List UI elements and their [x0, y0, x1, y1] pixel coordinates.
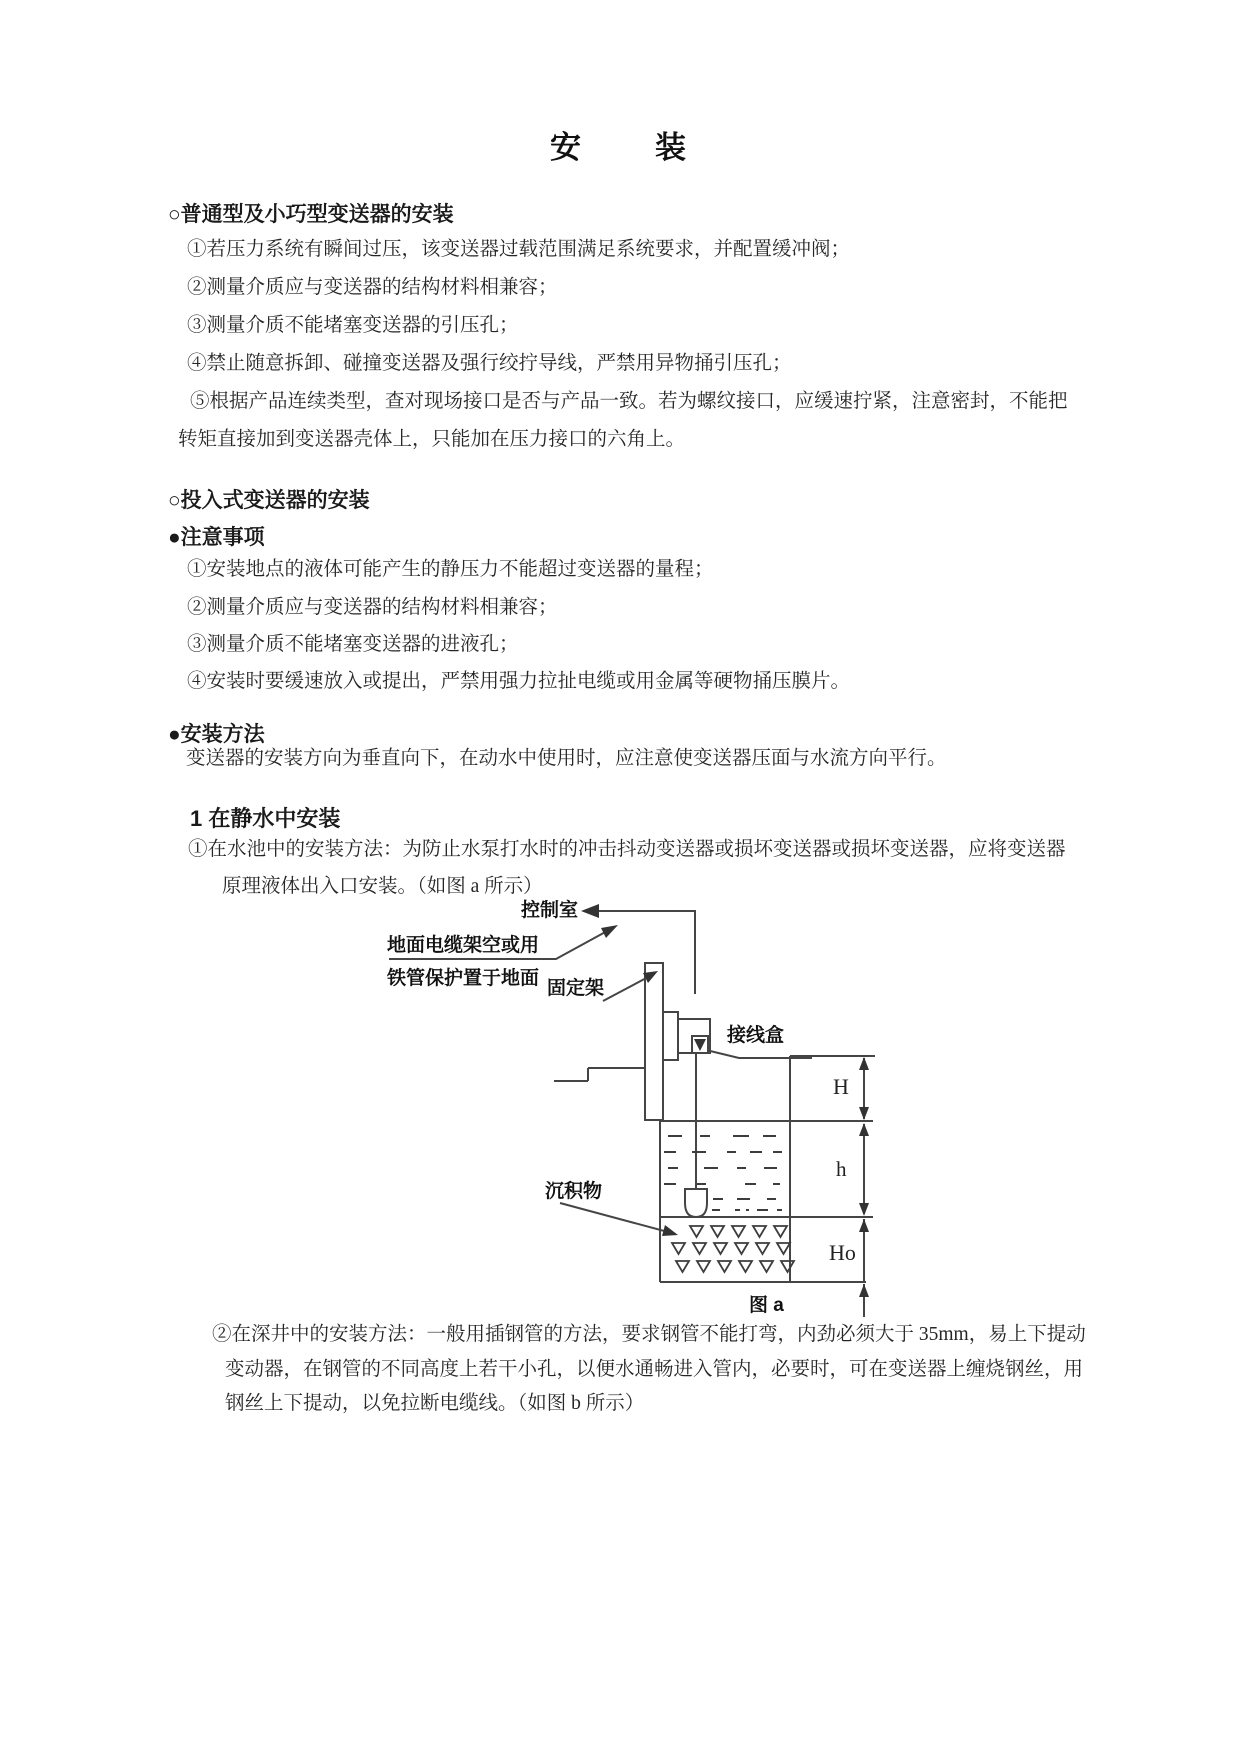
deep-well-line-3: 钢丝上下提动，以免拉断电缆线。（如图 b 所示）	[225, 1393, 645, 1414]
dim-H-arrow-down	[859, 1107, 869, 1120]
label-cable-note-1: 地面电缆架空或用	[387, 935, 540, 956]
general-item-5-continuation: 转矩直接加到变送器壳体上，只能加在压力接口的六角上。	[178, 429, 686, 450]
figure-caption: 图 a	[749, 1295, 784, 1316]
dim-label-h: h	[836, 1157, 847, 1181]
method-paragraph: 变送器的安装方向为垂直向下，在动水中使用时，应注意使变送器压面与水流方向平行。	[186, 748, 947, 769]
dim-Ho-arrow-top	[859, 1219, 869, 1232]
label-bracket: 固定架	[547, 978, 605, 999]
heading-method: ●安装方法	[168, 723, 265, 746]
still-water-line-2: 原理液体出入口安装。（如图 a 所示）	[222, 876, 543, 897]
deep-well-line-2: 变动器，在钢管的不同高度上若干小孔，以便水通畅进入管内，必要时，可在变送器上缠烧钢丝，用	[225, 1359, 1084, 1380]
transmitter-flange	[663, 1012, 678, 1060]
still-water-line-1: ①在水池中的安装方法：为防止水泵打水时的冲击抖动变送器或损坏变送器或损坏变送器，应将变送器	[188, 839, 1066, 860]
label-control-room: 控制室	[521, 900, 579, 921]
general-item-2: ②测量介质应与变送器的结构材料相兼容；	[187, 277, 558, 298]
bracket-leader-line	[603, 976, 650, 1001]
dim-label-H: H	[833, 1074, 849, 1099]
note-item-3: ③测量介质不能堵塞变送器的进液孔；	[187, 634, 519, 655]
section-heading-general: ○普通型及小巧型变送器的安装	[168, 203, 454, 226]
note-item-2: ②测量介质应与变送器的结构材料相兼容；	[187, 597, 558, 618]
ground-step-lines	[554, 1068, 645, 1081]
deep-well-line-1: ②在深井中的安装方法：一般用插钢管的方法，要求钢管不能打弯，内劲必须大于 35mm，易上下提动	[212, 1324, 1086, 1345]
heading-notes: ●注意事项	[168, 526, 265, 549]
general-item-5: ⑤根据产品连续类型，查对现场接口是否与产品一致。若为螺纹接口，应缓速拧紧，注意密封，不能把	[190, 391, 1068, 412]
dim-h-arrow-down	[859, 1203, 869, 1216]
dim-H-arrow-up	[859, 1057, 869, 1070]
heading-still-water: 1 在静水中安装	[190, 806, 341, 831]
note-item-1: ①安装地点的液体可能产生的静压力不能超过变送器的量程；	[187, 559, 714, 580]
dim-label-Ho: Ho	[829, 1240, 856, 1265]
label-cable-note-2: 铁管保护置于地面	[387, 968, 540, 989]
figure-a-diagram	[340, 895, 900, 1335]
sediment-arrowhead	[662, 1225, 678, 1236]
fixing-bracket-post	[645, 963, 663, 1120]
sediment-triangles	[672, 1226, 794, 1272]
dim-h-arrow-up	[859, 1123, 869, 1136]
water-dashes	[664, 1136, 782, 1210]
cable-note-arrowhead	[601, 925, 618, 938]
general-item-1: ①若压力系统有瞬间过压，该变送器过载范围满足系统要求，并配置缓冲阀；	[187, 239, 851, 260]
level-sensor-probe	[685, 1189, 707, 1217]
sediment-leader-line	[560, 1203, 668, 1232]
note-item-4: ④安装时要缓速放入或提出，严禁用强力拉扯电缆或用金属等硬物捅压膜片。	[187, 671, 851, 692]
section-heading-submersible: ○投入式变送器的安装	[168, 489, 370, 512]
general-item-4: ④禁止随意拆卸、碰撞变送器及强行绞拧导线，严禁用异物捅引压孔；	[187, 353, 792, 374]
general-item-3: ③测量介质不能堵塞变送器的引压孔；	[187, 315, 519, 336]
label-sediment: 沉积物	[545, 1181, 603, 1202]
dim-Ho-arrow-bottom	[859, 1284, 869, 1297]
control-room-arrowhead	[581, 904, 599, 918]
page-title: 安 装	[550, 130, 690, 165]
label-junction-box: 接线盒	[727, 1025, 785, 1046]
